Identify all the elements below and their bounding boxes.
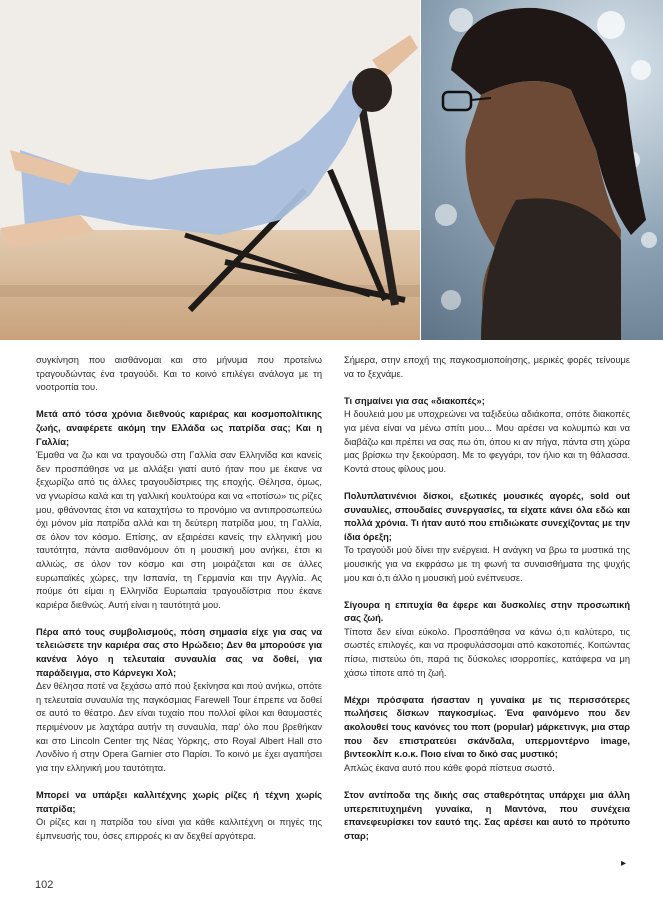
question-heading: Σίγουρα η επιτυχία θα έφερε και δυσκολίες στην προσωπική σας ζωή. <box>344 599 630 624</box>
answer-paragraph: Τίποτα δεν είναι εύκολο. Προσπάθησα να κάνω ό,τι καλύτερο, τις σωστές επιλογές, και να προφυλάσσομαι από κακοτοπιές. Κοιτώντας πίσω, πιστεύω ότι, παρά τις δύσκολες ισορροπίες, κατάφερα να μη χάσω τίποτε από τη ζωή. <box>344 626 630 678</box>
paragraph-continued: Σήμερα, στην εποχή της παγκοσμιοποίησης, μερικές φορές τείνουμε να το ξεχνάμε. <box>344 355 630 379</box>
answer-paragraph: Έμαθα να ζω και να τραγουδώ στη Γαλλία σαν Ελληνίδα και κανείς δεν προσπάθησε να με αλλάξει γιατί αυτό ήταν που με έκανε να ξεχωρίζω από τις άλλες τραγουδίστριες της εποχής. Θέλησα, όμως, να γνωρίσω καλά και τη γαλλική κουλτούρα και να «ποτίσω» τις ρίζες μου, φθάνοντας έτσι να καταχτήσω το προνόμιο να αντιπροσωπεύω όχι μόνον μία πατρίδα αλλά και τη δεύτερη πατρίδα μου, τη Γαλλία, σε όλον τον κόσμο. Επίσης, αν εξαιρέσει κανείς την ελληνική μου ταυτότητα, πάντα αισθανόμουν ότι η μουσική μου ανήκει, έτσι κι αλλιώς, σε όλον τον κόσμο και στη μοιράζεται και σε άλλες ευρωπαϊκές χώρες, την Ισπανία, τη Γερμανία και την Αγγλία. Ας πούμε ότι είμαι η Ελληνίδα Ευρωπαία τραγουδίστρια που έκανε καριέρα διεθνώς. Αυτή είναι η ταυτότητά μου. <box>36 450 322 610</box>
right-column <box>344 354 630 843</box>
question-heading: Τι σημαίνει για σας «διακοπές»; <box>344 395 485 406</box>
question-heading: Πολυπλατινένιοι δίσκοι, εξωτικές μουσικές αγορές, sold out συναυλίες, σπουδαίες συνεργασίες, τα είχατε κάνει όλα εδώ και πολλά χρόνια. Τι ήταν αυτό που επιδιώκατε συνεχίζοντας με την ίδια όρεξη; <box>344 490 630 542</box>
answer-paragraph: Δεν θέλησα ποτέ να ξεχάσω από πού ξεκίνησα και πού ανήκω, οπότε η τελευταία συναυλία της παγκόσμιας Farewell Tour έπρεπε να δοθεί σε αυτό το θέατρο. Δεν είναι τυχαίο που πολλοί φίλοι και θαυμαστές περιμένουν με λαχτάρα αυτήν τη συναυλία, παρ' όλο που βρεθήκαν και στο Lincoln Center της Νέας Υόρκης, στο Royal Albert Hall στο Λονδίνο ή στην Opera Garnier στο Παρίσι. Το κοινό με έχει αγαπήσει για την ελληνική μου ταυτότητα. <box>36 681 322 773</box>
portrait-scene-graphic <box>421 0 663 340</box>
question-heading: Μετά από τόσα χρόνια διεθνούς καριέρας και κοσμοπολίτικης ζωής, αναφέρετε ακόμη την Ελλάδα ως πατρίδα σας; Και η Γαλλία; <box>36 409 322 447</box>
question-heading: Μπορεί να υπάρξει καλλιτέχνης χωρίς ρίζες ή τέχνη χωρίς πατρίδα; <box>36 790 322 814</box>
photo-strip <box>0 0 663 340</box>
answer-paragraph: Απλώς έκανα αυτό που κάθε φορά πίστευα σωστό. <box>344 762 555 773</box>
question-heading: Στον αντίποδα της δικής σας σταθερότητας υπάρχει μια άλλη υπερεπιτυχημένη γυναίκα, η Μαντόνα, που συνέχεια επανεφευρίσκει τον εαυτό της. Σας αρέσει και αυτό το πρότυπο σταρ; <box>344 790 630 841</box>
beach-scene-graphic <box>0 0 420 340</box>
page-number: 102 <box>35 879 54 891</box>
answer-paragraph: Οι ρίζες και η πατρίδα του είναι για κάθε καλλιτέχνη οι πηγές της έμπνευσής του, όσες επιρροές κι αν δεχθεί αργότερα. <box>36 817 322 841</box>
article-body <box>36 354 633 874</box>
continue-arrow-icon: ▸ <box>621 858 627 869</box>
woman-on-beach-deckchair-photo <box>0 0 420 340</box>
question-heading: Μέχρι πρόσφατα ήσασταν η γυναίκα με τις περισσότερες πωλήσεις δίσκων παγκοσμίως. Ένα φαινόμενο που δεν ακολουθεί τους κανόνες του ποπ (popular) μάρκετινγκ, μια σταρ που δεν επιστρατεύει σκάνδαλα, υπερμοντέρνο image, βιντεοκλίπ κ.ο.κ. Ποιο είναι το δικό σας μυστικό; <box>344 694 630 760</box>
woman-portrait-sea-bokeh-photo <box>421 0 663 340</box>
paragraph-intro: συγκίνηση που αισθάνομαι και στο μήνυμα που προτείνω τραγουδώντας ένα τραγούδι. Και το κοινό επιλέγει ανάλογα με τη νοοτροπία του. <box>36 355 322 393</box>
question-heading: Πέρα από τους συμβολισμούς, πόση σημασία είχε για σας να τελειώσετε την καριέρα σας στο Ηρώδειο; Δεν θα μπορούσε για κανένα λόγο η τελευταία συναυλία σας να δοθεί, για παράδειγμα, στο Κάρνεγκι Χολ; <box>36 626 322 678</box>
left-column <box>36 354 322 857</box>
answer-paragraph: Το τραγούδι μού δίνει την ενέργεια. Η ανάγκη να βρω τα μυστικά της μουσικής για να εκφράσω με τη φωνή τα συναισθήματα της ψυχής μου και ό,τι άλλο η μουσική μού ενέπνευσε. <box>344 545 630 583</box>
answer-paragraph: Η δουλειά μου με υποχρεώνει να ταξιδεύω αδιάκοπα, οπότε διακοπές για μένα είναι να μένω σπίτι μου... Μου αρέσει να κολυμπώ και να διαβάζω και πρέπει να σας πω ότι, όπου κι αν πήγα, πάντα στη χώρα μας βρίσκω την ξεκούραση. Με το φεγγάρι, τον ήλιο και τη θάλασσα. Κοντά στους φίλους μου. <box>344 409 630 474</box>
